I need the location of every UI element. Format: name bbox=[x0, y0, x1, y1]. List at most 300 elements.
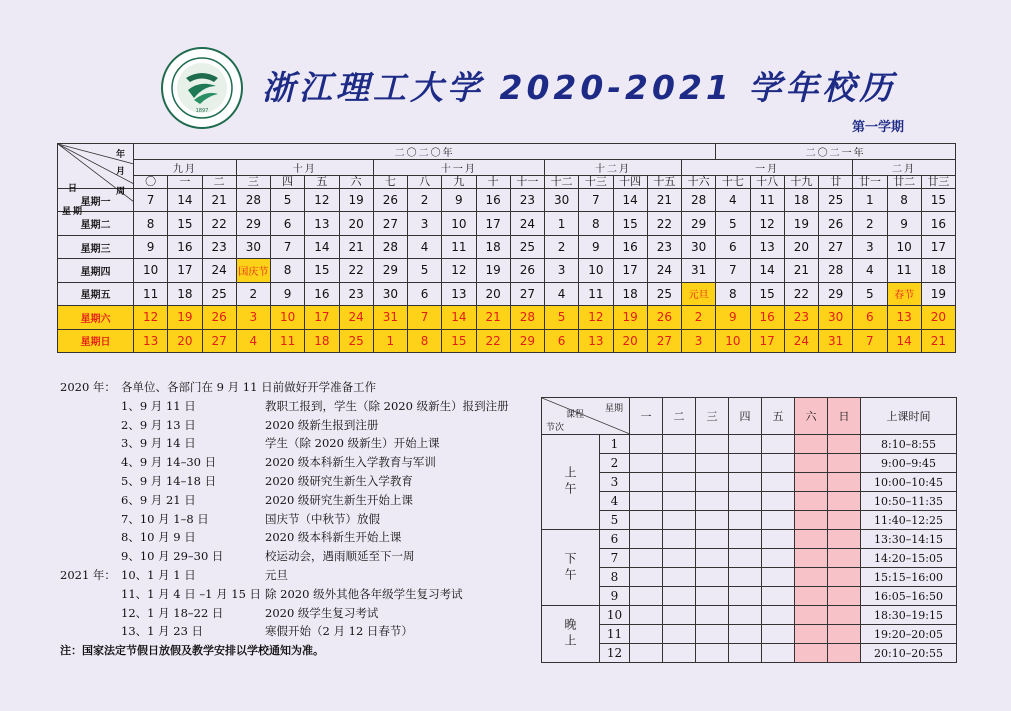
week-number-cell: 三 bbox=[236, 176, 270, 189]
schedule-cell bbox=[828, 568, 861, 587]
date-cell: 2 bbox=[408, 189, 442, 212]
date-cell: 21 bbox=[921, 329, 955, 352]
class-time-table bbox=[541, 397, 957, 663]
schedule-cell bbox=[762, 435, 795, 454]
date-cell: 12 bbox=[305, 189, 339, 212]
date-cell: 20 bbox=[921, 306, 955, 329]
week-number-cell: 四 bbox=[271, 176, 305, 189]
schedule-cell bbox=[630, 625, 663, 644]
period-number: 2 bbox=[600, 454, 630, 473]
date-cell: 30 bbox=[373, 282, 407, 305]
schedule-cell bbox=[696, 606, 729, 625]
weekday-label: 星期二 bbox=[58, 212, 134, 235]
schedule-cell bbox=[762, 625, 795, 644]
week-number-cell: 二 bbox=[202, 176, 236, 189]
schedule-cell bbox=[630, 473, 663, 492]
month-header: 二月 bbox=[853, 160, 956, 176]
date-cell: 29 bbox=[236, 212, 270, 235]
date-cell: 8 bbox=[579, 212, 613, 235]
date-cell: 8 bbox=[271, 259, 305, 282]
date-cell: 26 bbox=[819, 212, 853, 235]
date-cell: 21 bbox=[647, 189, 681, 212]
date-cell: 8 bbox=[134, 212, 168, 235]
schedule-cell bbox=[663, 606, 696, 625]
date-cell: 24 bbox=[202, 259, 236, 282]
schedule-corner-weekday: 星期 bbox=[604, 404, 623, 414]
date-cell: 9 bbox=[887, 212, 921, 235]
date-cell: 3 bbox=[236, 306, 270, 329]
calendar-notes bbox=[60, 378, 540, 641]
schedule-cell bbox=[729, 549, 762, 568]
date-cell: 14 bbox=[442, 306, 476, 329]
date-cell: 22 bbox=[202, 212, 236, 235]
date-cell: 19 bbox=[339, 189, 373, 212]
schedule-cell bbox=[762, 511, 795, 530]
date-cell: 4 bbox=[853, 259, 887, 282]
schedule-cell bbox=[696, 530, 729, 549]
period-time: 9:00–9:45 bbox=[861, 454, 957, 473]
period-time: 13:30–14:15 bbox=[861, 530, 957, 549]
schedule-corner-course: 课程 bbox=[566, 410, 585, 420]
schedule-cell bbox=[795, 435, 828, 454]
week-number-cell: 十七 bbox=[716, 176, 750, 189]
date-cell: 21 bbox=[476, 306, 510, 329]
date-cell: 3 bbox=[545, 259, 579, 282]
date-cell: 5 bbox=[408, 259, 442, 282]
day-header: 三 bbox=[696, 398, 729, 435]
date-cell: 25 bbox=[202, 282, 236, 305]
date-cell: 4 bbox=[236, 329, 270, 352]
schedule-cell bbox=[795, 606, 828, 625]
schedule-cell bbox=[663, 435, 696, 454]
date-cell: 7 bbox=[408, 306, 442, 329]
day-header: 一 bbox=[630, 398, 663, 435]
schedule-cell bbox=[630, 644, 663, 663]
date-cell: 30 bbox=[819, 306, 853, 329]
schedule-cell bbox=[663, 492, 696, 511]
schedule-cell bbox=[762, 644, 795, 663]
note-date: 4、9 月 14–30 日 bbox=[121, 455, 217, 470]
week-number-cell: 十九 bbox=[784, 176, 818, 189]
note-event: 校运动会，遇雨顺延至下一周 bbox=[265, 549, 415, 564]
date-cell: 25 bbox=[819, 189, 853, 212]
date-cell: 30 bbox=[236, 235, 270, 258]
date-cell: 23 bbox=[339, 282, 373, 305]
schedule-cell bbox=[663, 625, 696, 644]
note-item bbox=[60, 604, 540, 623]
note-year: 2021 年： bbox=[60, 567, 116, 582]
schedule-cell bbox=[630, 492, 663, 511]
schedule-cell bbox=[696, 511, 729, 530]
week-number-cell: 十 bbox=[476, 176, 510, 189]
week-number-cell: 十三 bbox=[579, 176, 613, 189]
note-event: 国庆节（中秋节）放假 bbox=[265, 511, 380, 526]
date-cell: 18 bbox=[613, 282, 647, 305]
date-cell: 15 bbox=[305, 259, 339, 282]
period-number: 11 bbox=[600, 625, 630, 644]
date-cell: 18 bbox=[476, 235, 510, 258]
schedule-cell bbox=[696, 568, 729, 587]
date-cell: 15 bbox=[750, 282, 784, 305]
calendar-row bbox=[58, 282, 956, 305]
period-row bbox=[542, 568, 957, 587]
schedule-cell bbox=[630, 587, 663, 606]
note-date: 5、9 月 14–18 日 bbox=[121, 473, 217, 488]
note-item bbox=[60, 397, 540, 416]
date-cell: 8 bbox=[408, 329, 442, 352]
period-row bbox=[542, 473, 957, 492]
note-date: 10、1 月 1 日 bbox=[121, 567, 196, 582]
date-cell: 5 bbox=[271, 189, 305, 212]
date-cell: 26 bbox=[510, 259, 544, 282]
schedule-cell bbox=[663, 587, 696, 606]
date-cell: 22 bbox=[339, 259, 373, 282]
day-header: 四 bbox=[729, 398, 762, 435]
date-cell: 15 bbox=[442, 329, 476, 352]
period-time: 10:00–10:45 bbox=[861, 473, 957, 492]
note-event: 2020 级本科新生开始上课 bbox=[265, 530, 402, 545]
period-time: 19:20–20:05 bbox=[861, 625, 957, 644]
term-label: 第一学期 bbox=[852, 120, 905, 135]
day-header: 二 bbox=[663, 398, 696, 435]
date-cell: 2 bbox=[682, 306, 716, 329]
weekday-label: 星期三 bbox=[58, 235, 134, 258]
date-cell: 23 bbox=[202, 235, 236, 258]
time-header: 上课时间 bbox=[861, 398, 957, 435]
corner-month-label: 月 bbox=[115, 167, 127, 177]
svg-text:1897: 1897 bbox=[195, 108, 209, 114]
date-cell: 25 bbox=[339, 329, 373, 352]
note-date: 3、9 月 14 日 bbox=[121, 436, 196, 451]
date-cell: 17 bbox=[750, 329, 784, 352]
date-cell: 26 bbox=[202, 306, 236, 329]
schedule-cell bbox=[729, 473, 762, 492]
week-number-row bbox=[58, 176, 956, 189]
note-date: 7、10 月 1–8 日 bbox=[121, 511, 209, 526]
period-number: 7 bbox=[600, 549, 630, 568]
schedule-cell bbox=[729, 454, 762, 473]
date-cell: 5 bbox=[853, 282, 887, 305]
period-time: 18:30–19:15 bbox=[861, 606, 957, 625]
period-row bbox=[542, 492, 957, 511]
note-item bbox=[60, 510, 540, 529]
week-number-cell: 七 bbox=[373, 176, 407, 189]
period-row bbox=[542, 549, 957, 568]
schedule-cell bbox=[696, 587, 729, 606]
date-cell: 21 bbox=[202, 189, 236, 212]
schedule-cell bbox=[696, 644, 729, 663]
date-cell: 31 bbox=[819, 329, 853, 352]
note-date: 11、1 月 4 日 –1 月 15 日 bbox=[121, 586, 262, 601]
period-time: 8:10–8:55 bbox=[861, 435, 957, 454]
schedule-cell bbox=[696, 454, 729, 473]
date-cell: 7 bbox=[134, 189, 168, 212]
weekday-label: 星期六 bbox=[58, 306, 134, 329]
date-cell: 27 bbox=[819, 235, 853, 258]
schedule-cell bbox=[696, 549, 729, 568]
period-time: 14:20–15:05 bbox=[861, 549, 957, 568]
date-cell: 6 bbox=[853, 306, 887, 329]
date-cell: 18 bbox=[168, 282, 202, 305]
date-cell: 10 bbox=[134, 259, 168, 282]
schedule-cell bbox=[630, 549, 663, 568]
schedule-cell bbox=[696, 473, 729, 492]
university-logo bbox=[160, 46, 244, 130]
date-cell: 29 bbox=[819, 282, 853, 305]
period-number: 1 bbox=[600, 435, 630, 454]
date-cell: 20 bbox=[168, 329, 202, 352]
date-cell: 17 bbox=[613, 259, 647, 282]
schedule-cell bbox=[630, 568, 663, 587]
date-cell: 24 bbox=[647, 259, 681, 282]
period-number: 5 bbox=[600, 511, 630, 530]
date-cell: 16 bbox=[921, 212, 955, 235]
note-date: 8、10 月 9 日 bbox=[121, 530, 196, 545]
calendar-row bbox=[58, 306, 956, 329]
schedule-cell bbox=[762, 606, 795, 625]
date-cell: 9 bbox=[442, 189, 476, 212]
date-cell: 30 bbox=[682, 235, 716, 258]
date-cell: 7 bbox=[716, 259, 750, 282]
date-cell: 11 bbox=[442, 235, 476, 258]
schedule-cell bbox=[663, 644, 696, 663]
weekday-label: 星期一 bbox=[58, 189, 134, 212]
period-row bbox=[542, 454, 957, 473]
schedule-cell bbox=[828, 511, 861, 530]
note-item bbox=[60, 491, 540, 510]
note-date: 12、1 月 18–22 日 bbox=[121, 605, 224, 620]
date-cell: 29 bbox=[373, 259, 407, 282]
date-cell: 13 bbox=[442, 282, 476, 305]
weekday-label: 星期日 bbox=[58, 329, 134, 352]
date-cell: 14 bbox=[887, 329, 921, 352]
schedule-cell bbox=[795, 549, 828, 568]
period-number: 3 bbox=[600, 473, 630, 492]
date-cell: 14 bbox=[168, 189, 202, 212]
date-cell: 11 bbox=[579, 282, 613, 305]
week-number-cell: 廿三 bbox=[921, 176, 955, 189]
note-event: 2020 级学生复习考试 bbox=[265, 605, 379, 620]
date-cell: 5 bbox=[716, 212, 750, 235]
schedule-cell bbox=[630, 606, 663, 625]
date-cell: 10 bbox=[271, 306, 305, 329]
month-header: 十二月 bbox=[545, 160, 682, 176]
date-cell: 10 bbox=[716, 329, 750, 352]
schedule-cell bbox=[630, 454, 663, 473]
date-cell: 27 bbox=[647, 329, 681, 352]
note-year: 2020 年： bbox=[60, 380, 116, 394]
week-number-cell: 五 bbox=[305, 176, 339, 189]
schedule-cell bbox=[795, 568, 828, 587]
weekday-label: 星期四 bbox=[58, 259, 134, 282]
period-number: 12 bbox=[600, 644, 630, 663]
date-cell: 22 bbox=[784, 282, 818, 305]
note-item bbox=[60, 378, 540, 397]
date-cell: 29 bbox=[682, 212, 716, 235]
note-item bbox=[60, 453, 540, 472]
date-cell: 31 bbox=[373, 306, 407, 329]
schedule-cell bbox=[762, 454, 795, 473]
note-item bbox=[60, 585, 540, 604]
date-cell: 19 bbox=[784, 212, 818, 235]
date-cell: 28 bbox=[373, 235, 407, 258]
schedule-cell bbox=[762, 568, 795, 587]
date-cell: 9 bbox=[134, 235, 168, 258]
week-number-cell: 〇 bbox=[134, 176, 168, 189]
date-cell: 29 bbox=[510, 329, 544, 352]
weekday-label: 星期五 bbox=[58, 282, 134, 305]
date-cell: 22 bbox=[476, 329, 510, 352]
date-cell: 11 bbox=[750, 189, 784, 212]
date-cell: 23 bbox=[784, 306, 818, 329]
date-cell: 12 bbox=[442, 259, 476, 282]
note-date: 6、9 月 21 日 bbox=[121, 492, 196, 507]
schedule-cell bbox=[729, 587, 762, 606]
schedule-cell bbox=[663, 549, 696, 568]
date-cell: 23 bbox=[510, 189, 544, 212]
note-date: 9、10 月 29–30 日 bbox=[121, 549, 224, 564]
holiday-cell: 元旦 bbox=[682, 282, 716, 305]
year-2020-header: 二〇二〇年 bbox=[134, 144, 716, 160]
date-cell: 6 bbox=[408, 282, 442, 305]
note-event: 学生（除 2020 级新生）开始上课 bbox=[265, 436, 440, 451]
schedule-cell bbox=[795, 473, 828, 492]
period-row bbox=[542, 606, 957, 625]
date-cell: 20 bbox=[476, 282, 510, 305]
date-cell: 17 bbox=[921, 235, 955, 258]
date-cell: 14 bbox=[305, 235, 339, 258]
date-cell: 13 bbox=[887, 306, 921, 329]
date-cell: 16 bbox=[476, 189, 510, 212]
note-item bbox=[60, 472, 540, 491]
note-event: 2020 级研究生新生入学教育 bbox=[265, 473, 413, 488]
corner-year-label: 年 bbox=[115, 150, 127, 160]
schedule-cell bbox=[729, 644, 762, 663]
note-item bbox=[60, 566, 540, 585]
note-date: 2、9 月 13 日 bbox=[121, 417, 196, 432]
note-event: 除 2020 级外其他各年级学生复习考试 bbox=[265, 586, 463, 601]
week-number-cell: 八 bbox=[408, 176, 442, 189]
schedule-cell bbox=[828, 625, 861, 644]
week-number-cell: 十八 bbox=[750, 176, 784, 189]
schedule-cell bbox=[828, 549, 861, 568]
schedule-cell bbox=[828, 435, 861, 454]
date-cell: 30 bbox=[545, 189, 579, 212]
month-header: 十一月 bbox=[373, 160, 544, 176]
schedule-cell bbox=[630, 530, 663, 549]
date-cell: 8 bbox=[887, 189, 921, 212]
schedule-cell bbox=[696, 492, 729, 511]
date-cell: 8 bbox=[716, 282, 750, 305]
session-label: 上午 bbox=[542, 435, 600, 530]
schedule-cell bbox=[828, 492, 861, 511]
date-cell: 13 bbox=[750, 235, 784, 258]
schedule-cell bbox=[729, 530, 762, 549]
date-cell: 11 bbox=[271, 329, 305, 352]
schedule-corner-period: 节次 bbox=[546, 423, 565, 433]
week-number-cell: 一 bbox=[168, 176, 202, 189]
schedule-cell bbox=[828, 473, 861, 492]
note-item bbox=[60, 622, 540, 641]
date-cell: 1 bbox=[373, 329, 407, 352]
period-time: 10:50–11:35 bbox=[861, 492, 957, 511]
calendar-row bbox=[58, 212, 956, 235]
date-cell: 13 bbox=[134, 329, 168, 352]
date-cell: 3 bbox=[408, 212, 442, 235]
month-header: 一月 bbox=[682, 160, 853, 176]
date-cell: 4 bbox=[408, 235, 442, 258]
date-cell: 28 bbox=[510, 306, 544, 329]
schedule-cell bbox=[828, 587, 861, 606]
day-header: 日 bbox=[828, 398, 861, 435]
date-cell: 16 bbox=[613, 235, 647, 258]
schedule-cell bbox=[795, 492, 828, 511]
date-cell: 17 bbox=[476, 212, 510, 235]
date-cell: 19 bbox=[613, 306, 647, 329]
calendar-row bbox=[58, 329, 956, 352]
date-cell: 18 bbox=[784, 189, 818, 212]
schedule-cell bbox=[729, 568, 762, 587]
note-item bbox=[60, 416, 540, 435]
schedule-cell bbox=[762, 530, 795, 549]
note-event: 教职工报到，学生（除 2020 级新生）报到注册 bbox=[265, 398, 509, 413]
date-cell: 1 bbox=[545, 212, 579, 235]
period-time: 20:10–20:55 bbox=[861, 644, 957, 663]
date-cell: 7 bbox=[271, 235, 305, 258]
date-cell: 22 bbox=[647, 212, 681, 235]
date-cell: 15 bbox=[613, 212, 647, 235]
period-number: 4 bbox=[600, 492, 630, 511]
day-header: 五 bbox=[762, 398, 795, 435]
date-cell: 24 bbox=[510, 212, 544, 235]
date-cell: 4 bbox=[545, 282, 579, 305]
date-cell: 2 bbox=[545, 235, 579, 258]
date-cell: 28 bbox=[682, 189, 716, 212]
date-cell: 18 bbox=[305, 329, 339, 352]
week-number-cell: 廿二 bbox=[887, 176, 921, 189]
date-cell: 27 bbox=[373, 212, 407, 235]
date-cell: 13 bbox=[579, 329, 613, 352]
schedule-cell bbox=[762, 473, 795, 492]
schedule-cell bbox=[795, 625, 828, 644]
schedule-cell bbox=[729, 435, 762, 454]
date-cell: 26 bbox=[647, 306, 681, 329]
note-date: 13、1 月 23 日 bbox=[121, 624, 204, 639]
date-cell: 20 bbox=[339, 212, 373, 235]
holiday-cell: 春节 bbox=[887, 282, 921, 305]
note-event: 2020 级研究生新生开始上课 bbox=[265, 492, 413, 507]
schedule-body bbox=[542, 435, 957, 663]
date-cell: 1 bbox=[853, 189, 887, 212]
schedule-cell bbox=[729, 625, 762, 644]
schedule-cell bbox=[663, 454, 696, 473]
week-number-cell: 十一 bbox=[510, 176, 544, 189]
period-row bbox=[542, 587, 957, 606]
date-cell: 4 bbox=[716, 189, 750, 212]
date-cell: 14 bbox=[613, 189, 647, 212]
date-cell: 16 bbox=[305, 282, 339, 305]
date-cell: 21 bbox=[784, 259, 818, 282]
schedule-cell bbox=[828, 644, 861, 663]
year-2021-header: 二〇二一年 bbox=[716, 144, 956, 160]
week-number-cell: 九 bbox=[442, 176, 476, 189]
schedule-cell bbox=[795, 454, 828, 473]
schedule-cell bbox=[729, 606, 762, 625]
date-cell: 7 bbox=[853, 329, 887, 352]
date-cell: 13 bbox=[305, 212, 339, 235]
week-number-cell: 六 bbox=[339, 176, 373, 189]
date-cell: 25 bbox=[510, 235, 544, 258]
